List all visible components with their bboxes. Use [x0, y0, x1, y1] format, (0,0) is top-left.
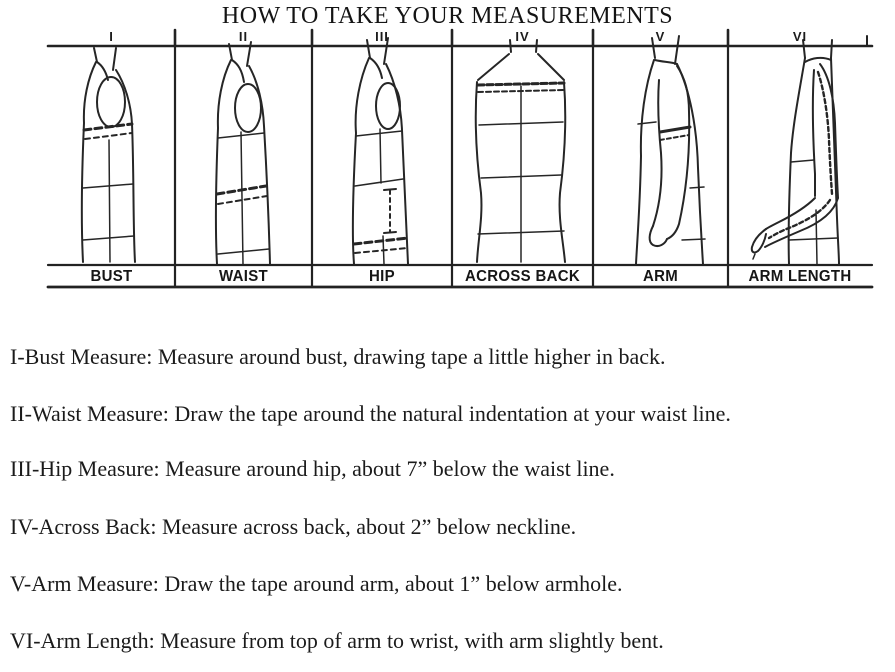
column-numeral-arm-length: VI: [792, 29, 808, 44]
across-back-figure-drawing: [476, 40, 565, 262]
arm-length-figure-drawing: [752, 40, 839, 264]
table-grid: [48, 30, 872, 287]
column-label-arm: ARM: [642, 267, 679, 286]
column-numeral-hip: III: [375, 29, 389, 44]
column-label-hip: HIP: [369, 267, 395, 286]
hip-figure-drawing: [353, 38, 408, 264]
instruction-across-back: IV-Across Back: Measure across back, about 2” below neckline.: [10, 514, 577, 539]
figure-table-drawing: [0, 28, 895, 290]
measurement-figure-table: [0, 28, 895, 290]
column-numeral-across-back: IV: [515, 29, 530, 44]
column-numeral-bust: I: [109, 29, 114, 44]
page-title: HOW TO TAKE YOUR MEASUREMENTS: [221, 3, 674, 29]
bust-figure-drawing: [82, 48, 135, 262]
instruction-arm: V-Arm Measure: Draw the tape around arm, about 1” below armhole.: [10, 571, 623, 596]
column-numeral-arm: V: [655, 29, 666, 44]
column-label-across-back: ACROSS BACK: [465, 267, 580, 286]
waist-figure-drawing: [216, 42, 270, 264]
instruction-waist: II-Waist Measure: Draw the tape around the natural indentation at your waist line.: [10, 401, 731, 426]
column-label-waist: WAIST: [219, 267, 268, 286]
column-label-bust: BUST: [90, 267, 133, 286]
instruction-arm-length: VI-Arm Length: Measure from top of arm to wrist, with arm slightly bent.: [10, 628, 664, 653]
instruction-bust: I-Bust Measure: Measure around bust, drawing tape a little higher in back.: [10, 344, 666, 369]
column-numeral-waist: II: [238, 29, 249, 44]
column-label-arm-length: ARM LENGTH: [748, 267, 852, 286]
instruction-hip: III-Hip Measure: Measure around hip, about 7” below the waist line.: [10, 456, 615, 481]
arm-figure-drawing: [636, 36, 705, 264]
